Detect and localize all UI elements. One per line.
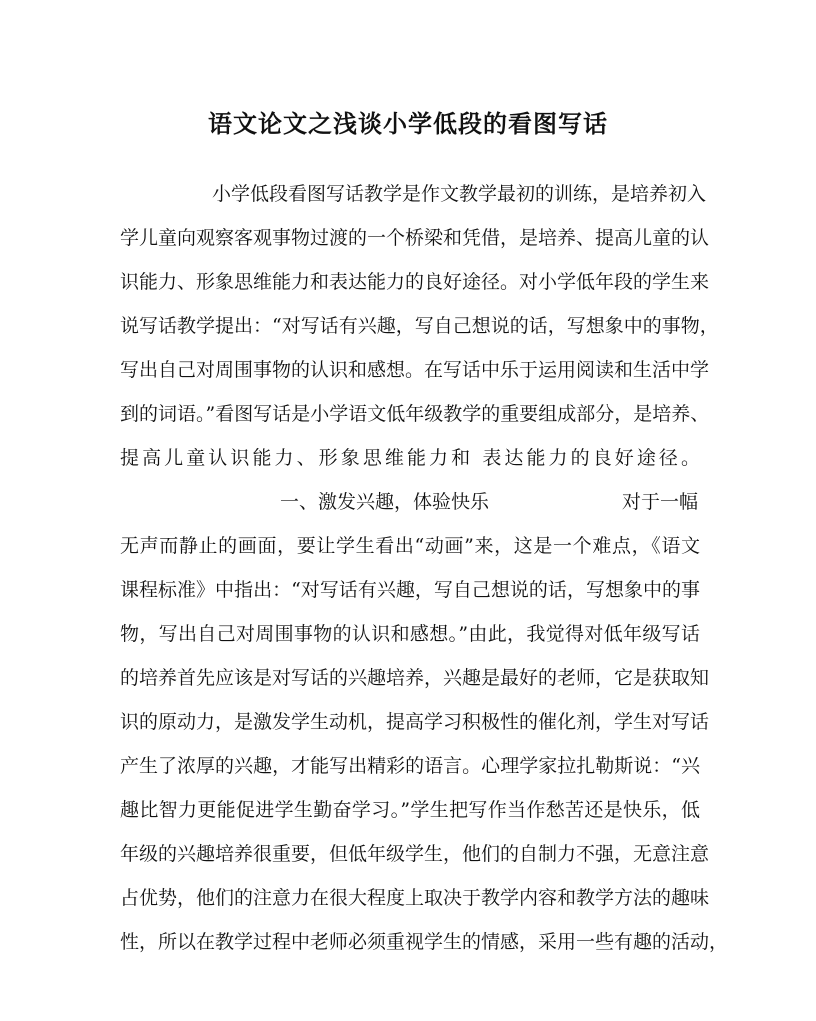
section-heading: 一、激发兴趣，体验快乐: [280, 491, 490, 513]
paragraph-line: 趣比智力更能促进学生勤奋学习。”学生把写作当作愁苦还是快乐，低: [120, 799, 700, 821]
paragraph-line: 课程标准》中指出：“对写话有兴趣，写自己想说的话，写想象中的事: [120, 579, 700, 601]
paragraph-line: 产生了浓厚的兴趣，才能写出精彩的语言。心理学家拉扎勒斯说：“兴: [120, 755, 700, 777]
paragraph-line: 识的原动力，是激发学生动机，提高学习积极性的催化剂，学生对写话: [120, 711, 710, 733]
paragraph-line-start: 对于一幅: [621, 491, 698, 513]
paragraph-line: 物，写出自己对周围事物的认识和感想。”由此，我觉得对低年级写话: [120, 623, 700, 645]
paragraph-line: 占优势，他们的注意力在很大程度上取决于教学内容和教学方法的趣味: [120, 887, 710, 909]
paragraph-line: 提高儿童认识能力、形象思维能力和 表达能力的良好途径。: [120, 447, 700, 469]
paragraph-line: 性，所以在教学过程中老师必须重视学生的情感，采用一些有趣的活动，: [120, 931, 729, 953]
paragraph-line: 学儿童向观察客观事物过渡的一个桥梁和凭借，是培养、提高儿童的认: [120, 227, 710, 249]
paragraph-line: 小学低段看图写话教学是作文教学最初的训练，是培养初入: [212, 183, 707, 205]
paragraph-line: 无声而静止的画面，要让学生看出“动画”来，这是一个难点，《语文: [120, 535, 700, 557]
paragraph-line: 说写话教学提出：“对写话有兴趣，写自己想说的话，写想象中的事物，: [120, 315, 719, 337]
paragraph-line: 年级的兴趣培养很重要，但低年级学生，他们的自制力不强，无意注意: [120, 843, 710, 865]
paragraph-line: 的培养首先应该是对写话的兴趣培养，兴趣是最好的老师，它是获取知: [120, 667, 710, 689]
document-title: 语文论文之浅谈小学低段的看图写话: [208, 109, 608, 138]
paragraph-line: 写出自己对周围事物的认识和感想。在写话中乐于运用阅读和生活中学: [120, 359, 710, 381]
section-heading-line: [120, 488, 700, 516]
paragraph-line: 识能力、形象思维能力和表达能力的良好途径。对小学低年段的学生来: [120, 271, 710, 293]
paragraph-line: 到的词语。”看图写话是小学语文低年级教学的重要组成部分，是培养、: [120, 403, 710, 425]
